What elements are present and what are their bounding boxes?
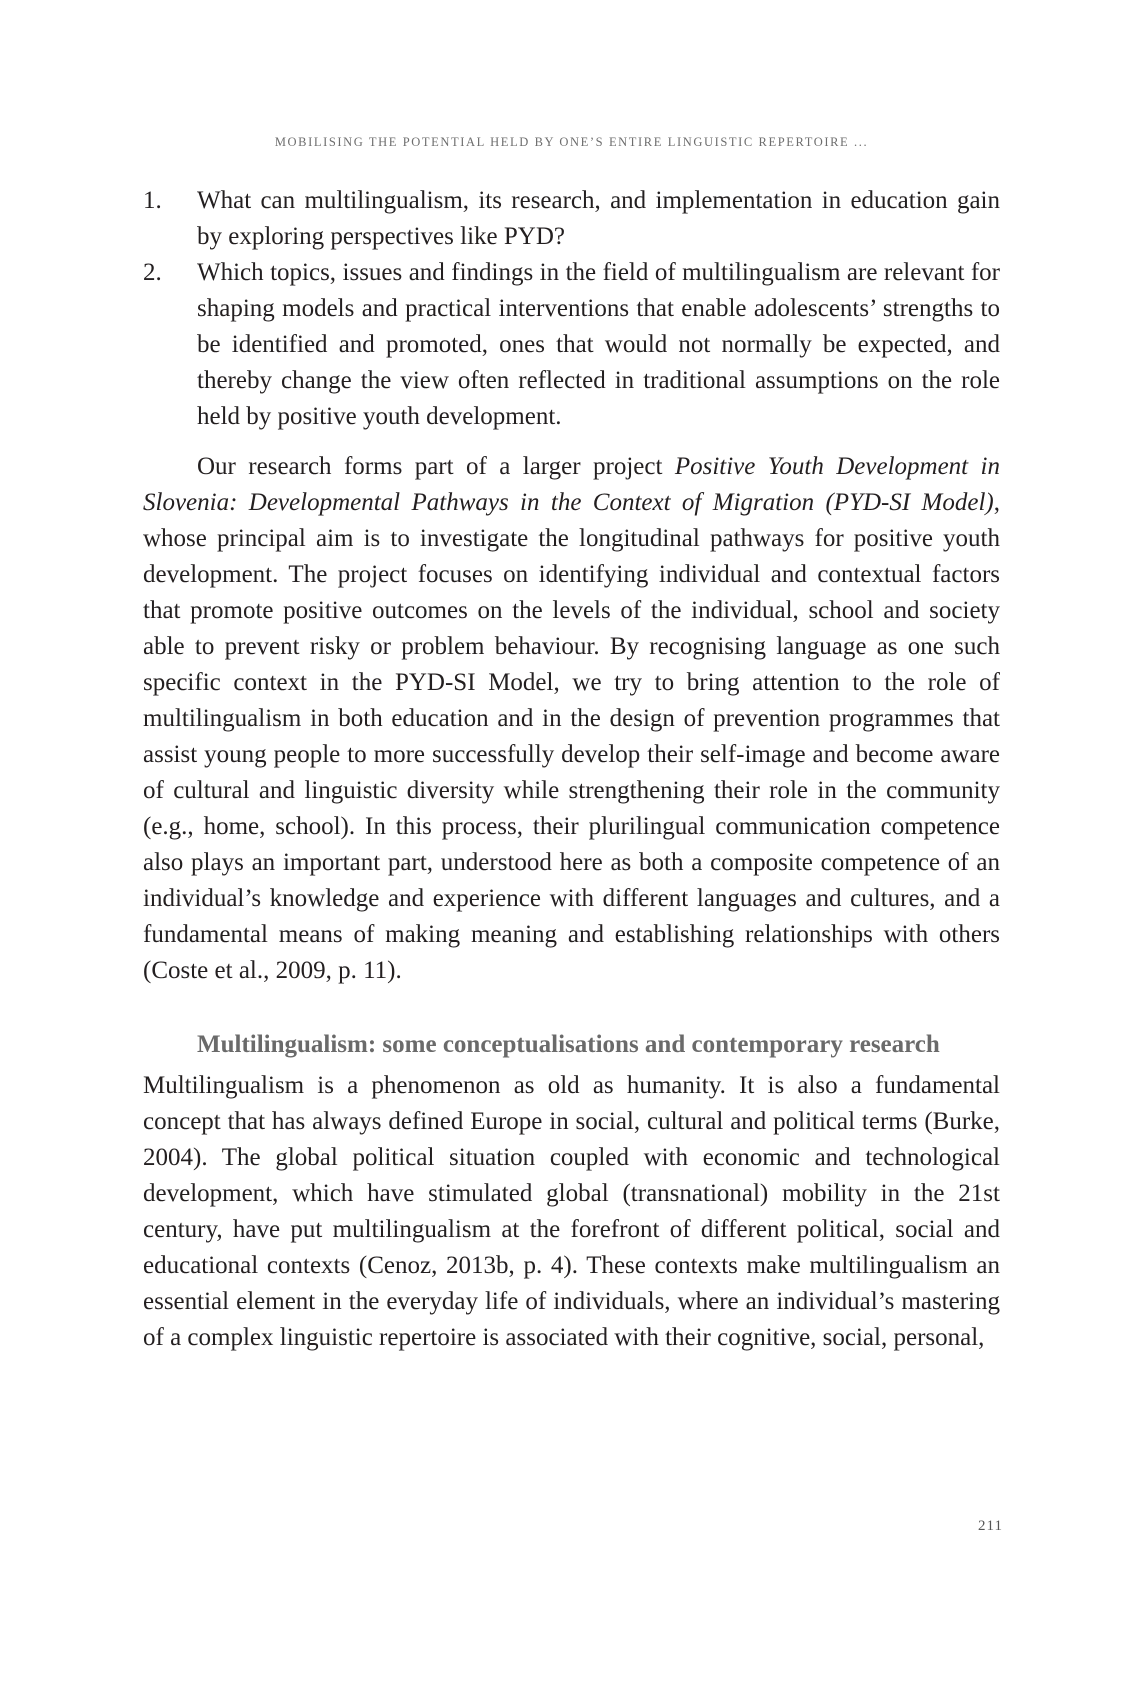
paragraph-text: , whose principal aim is to investigate the longitudinal pathways for positive youth development. The project focuses on identifying individual and contextual factors that promote positive outcomes on the levels of the individual, school and society able to prevent risky or problem behaviour. By recognising language as one such specific context in the PYD-SI Model, we try to bring attention to the role of multilingualism in both education and in the design of prevention programmes that assist young people to more successfully develop their self-image and become aware of cultural and linguistic diversity while strengthening their role in the community (e.g., home, school). In this process, their plurilingual communication competence also plays an important part, understood here as both a composite competence of an individual’s knowledge and experience with different languages and cultures, and a fundamental means of making meaning and establishing relationships with others (Coste et al., 2009, p. 11).	[143, 489, 1000, 984]
list-item-text: Which topics, issues and findings in the field of multilingualism are relevant for shaping models and practical interventions that enable adolescents’ strengths to be identified and promoted, ones that would not normally be expected, and thereby change the view often reflected in traditional assumptions on the role held by positive youth development.	[197, 259, 1000, 430]
body-paragraph: Multilingualism is a phenomenon as old as humanity. It is also a fundamental concept that has always defined Europe in social, cultural and political terms (Burke, 2004). The global political situation coupled with economic and technological development, which have stimulated global (transnational) mobility in the 21st century, have put multilingualism at the forefront of different political, social and educational contexts (Cenoz, 2013b, p. 4). These contexts make multilingualism an essential element in the everyday life of individuals, where an individual’s mastering of a complex linguistic repertoire is associated with their cognitive, social, personal,	[143, 1072, 1000, 1351]
page-body	[143, 183, 1000, 1356]
list-item-text: What can multilingualism, its research, and implementation in education gain by exploring perspectives like PYD?	[197, 187, 1000, 250]
project-title: Positive Youth Development in Slovenia: Developmental Pathways in the Context of Migration (PYD-SI Model)	[143, 453, 1000, 516]
body-paragraph	[143, 449, 1000, 989]
list-item	[143, 183, 1000, 255]
section-heading: Multilingualism: some conceptualisations and contemporary research	[197, 1031, 940, 1058]
research-questions-list	[143, 183, 1000, 435]
list-item-number: 1.	[143, 187, 162, 214]
paragraph-lead: Our research forms part of a larger project	[197, 453, 675, 480]
page-number: 211	[978, 1518, 1003, 1534]
running-head: MOBILISING THE POTENTIAL HELD BY ONE’S ENTIRE LINGUISTIC REPERTOIRE ...	[274, 135, 869, 149]
list-item-number: 2.	[143, 259, 162, 286]
list-item	[143, 255, 1000, 435]
